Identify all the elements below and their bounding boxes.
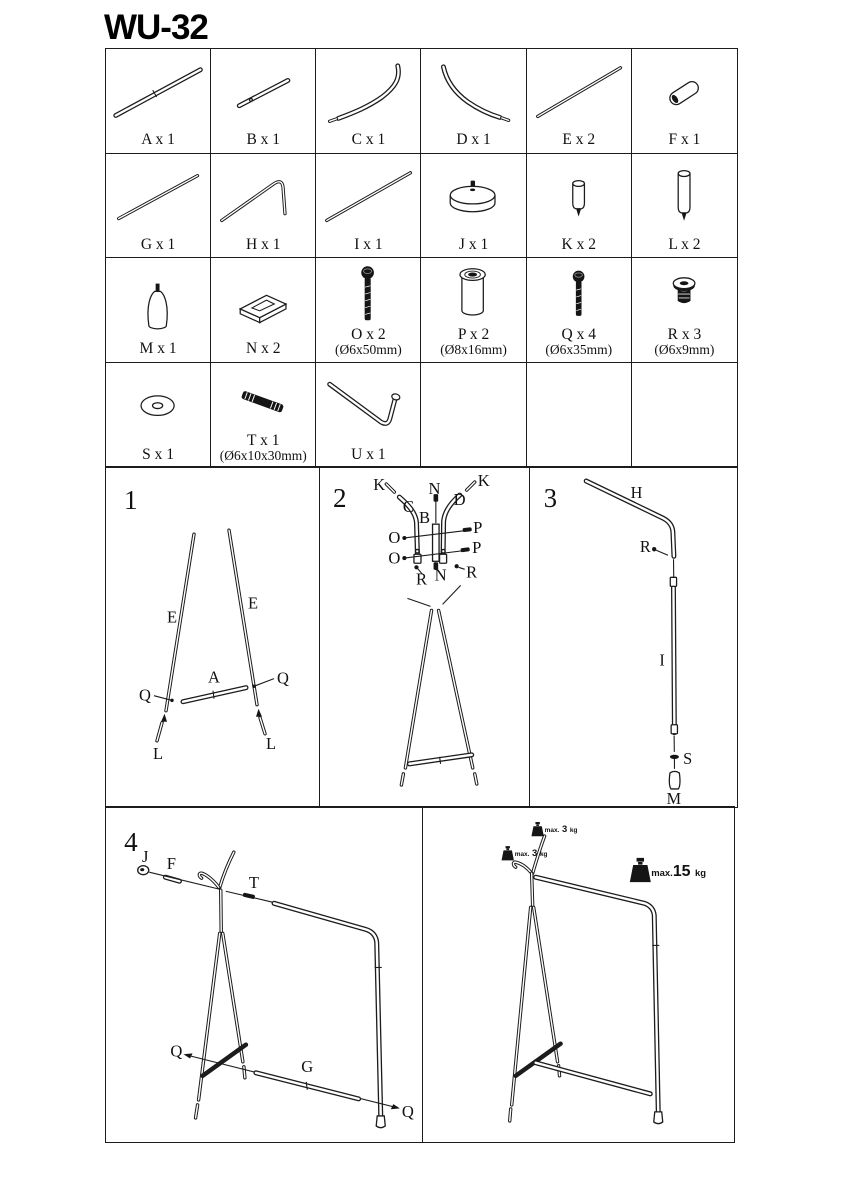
weight-icon-hook-right [531,822,543,836]
part-f-sleeve-icon [633,52,736,132]
step1-label-l-left: L [152,743,164,763]
part-b-tube-short-icon [212,52,314,132]
step2-label-p-top: P [473,518,483,538]
part-m-foot-cone-icon [107,261,209,341]
part-cell-c [316,49,421,154]
step4-label-j: J [142,847,149,867]
step3-diagram [530,467,737,807]
part-cell-q [527,258,632,363]
step2-panel [319,467,529,807]
part-label: L x 2 [668,235,701,253]
part-q-bolt-icon [528,261,630,327]
step3-panel [529,467,737,807]
part-spec: (Ø8x16mm) [440,342,507,358]
step1-label-a: A [208,667,220,687]
part-cell-l [632,154,737,259]
step4-number: 4 [124,827,138,858]
part-l-peg-long-icon [633,157,736,237]
step3-number: 3 [543,482,558,514]
part-cell-s [106,363,211,468]
part-e-rod-icon [528,52,630,132]
steps-row [105,466,738,808]
part-h-bent-rod-icon [212,157,314,237]
weight-label-hook-right: max. 3 kg [544,824,578,836]
step2-label-r-right: R [466,562,478,582]
step3-screw-r [652,547,668,555]
step4-label-t: T [248,873,260,893]
step4-cap-j [138,866,149,875]
part-label: N x 2 [246,340,281,358]
part-label: B x 1 [246,131,281,149]
part-cell-o [316,258,421,363]
part-label: R x 3 [667,326,702,344]
step2-label-o-top: O [388,528,401,548]
step3-foot-m [669,771,680,789]
step1-diagram [106,467,319,807]
step2-callout-lines [407,585,460,606]
part-p-barrel-nut-icon [422,261,524,327]
weight-label-hook-left: max. 3 kg [514,848,548,860]
part-label: M x 1 [139,340,177,358]
step2-label-p-bottom: P [472,538,482,558]
step2-label-n-bottom: N [434,565,447,585]
parts-grid [105,48,738,468]
part-cell-e [527,49,632,154]
weight-icon-rail [630,858,651,882]
part-cell-b [211,49,316,154]
step2-label-o-bottom: O [388,548,401,568]
step1-label-e-right: E [247,593,259,613]
part-t-stud-icon [212,366,314,433]
step2-label-d: D [453,490,466,510]
part-label: D x 1 [456,131,491,149]
step1-label-q-right: Q [277,668,289,688]
part-cell-n [211,258,316,363]
step2-number: 2 [333,483,347,514]
page-title: WU-32 [104,8,208,47]
step4-rail-g [256,1073,359,1099]
step4-row [105,806,735,1143]
step3-label-r: R [639,537,651,557]
part-i-rod-icon [317,157,419,237]
weight-label-rail: max.15 kg [651,863,707,881]
step3-tube-i [670,559,677,752]
step4-diagram [106,807,422,1142]
step1-label-e-left: E [166,607,178,627]
part-label: A x 1 [141,131,175,149]
part-label: U x 1 [351,445,386,463]
part-label: J x 1 [458,235,489,253]
step3-label-h: H [630,482,643,503]
part-cell-t [211,363,316,468]
step2-label-k-left: K [373,475,386,495]
part-cell-g [106,154,211,259]
step2-label-n-top: N [428,479,441,499]
part-cell-i [316,154,421,259]
step2-label-b: B [418,508,431,528]
part-n-cap-plate-icon [212,261,314,341]
part-label: F x 1 [668,131,701,149]
part-cell-empty-2 [527,363,632,468]
part-a-tube-long-icon [107,52,209,132]
part-cell-u [316,363,421,468]
step1-panel [106,467,319,807]
part-spec: (Ø6x35mm) [545,342,613,358]
part-label: C x 1 [351,131,386,149]
step3-washer-s [670,755,679,769]
step4-label-g: G [301,1056,314,1076]
part-label: K x 2 [561,235,596,253]
part-label: H x 1 [246,235,281,253]
part-g-rod-icon [107,157,209,237]
part-cell-m [106,258,211,363]
step1-number: 1 [124,485,138,516]
step2-part-b [433,524,440,561]
step2-label-r-left: R [415,569,428,589]
part-c-bent-tube-icon [317,52,419,132]
part-spec: (Ø6x50mm) [335,342,402,358]
part-cell-f [632,49,737,154]
part-spec: (Ø6x9mm) [654,342,715,358]
step3-label-s: S [683,748,693,768]
step4-final-diagram [423,807,734,1142]
step2-label-k-right: K [477,471,490,491]
part-label: I x 1 [354,235,383,253]
step3-label-i: I [659,650,665,670]
part-r-screw-short-icon [633,261,736,327]
step2-frame [401,610,476,785]
part-cell-d [421,49,526,154]
part-cell-j [421,154,526,259]
step1-label-l-right: L [265,733,277,753]
part-o-bolt-long-icon [317,261,419,327]
part-label: Q x 4 [561,326,596,344]
step4-label-f: F [166,854,177,874]
part-label: S x 1 [142,445,175,463]
part-cell-empty-1 [421,363,526,468]
step1-pegs-l [157,709,265,741]
step1-crossbar-a [183,688,246,702]
weight-icon-hook-left [502,846,514,860]
step4-panel [106,807,422,1142]
part-cell-k [527,154,632,259]
part-label: T x 1 [247,431,280,449]
part-cell-p [421,258,526,363]
step2-diagram [320,467,529,807]
part-cell-empty-3 [632,363,737,468]
part-cell-a [106,49,211,154]
step2-label-c: C [402,497,414,517]
part-cell-h [211,154,316,259]
part-d-bent-tube-icon [422,52,524,132]
part-k-peg-icon [528,157,630,237]
step4-frame [196,852,246,1118]
step4-label-q-left: Q [170,1041,183,1061]
part-s-washer-icon [107,366,209,447]
part-label: E x 2 [562,131,596,149]
step4-label-q-right: Q [401,1101,414,1121]
step1-label-q-left: Q [139,685,151,705]
step4-final-panel [422,807,734,1142]
part-j-cap-icon [422,157,524,237]
part-label: P x 2 [457,326,490,344]
part-spec: (Ø6x10x30mm) [219,447,307,463]
part-u-allen-key-icon [317,366,419,447]
part-label: G x 1 [140,235,176,253]
step3-label-m: M [666,788,682,807]
part-label: O x 2 [351,326,386,344]
part-cell-r [632,258,737,363]
